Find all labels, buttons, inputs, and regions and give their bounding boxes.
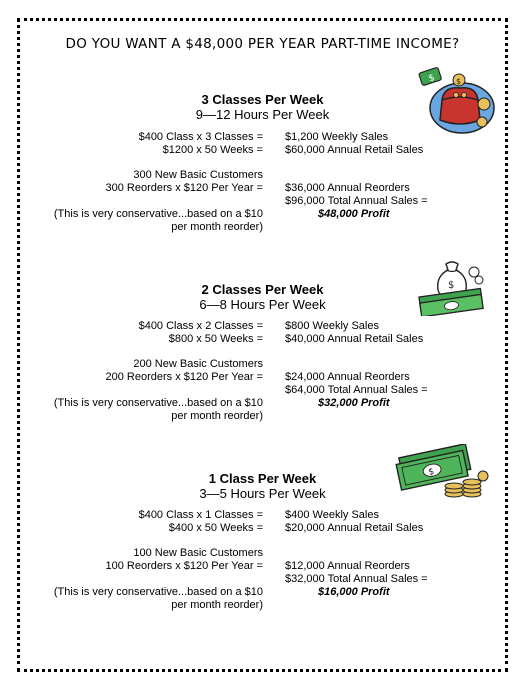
money-bag-icon [416,258,498,316]
calc-right-2: $40,000 Annual Retail Sales [285,333,424,345]
customers-line: 200 New Basic Customers [133,358,263,370]
calc-right-1: $1,200 Weekly Sales [285,131,389,143]
calc-right-2: $20,000 Annual Retail Sales [285,522,424,534]
note-line-2: per month reorder) [171,221,263,233]
customers-line: 100 New Basic Customers [133,547,263,559]
profit-value: $32,000 Profit [318,397,390,409]
total-sales: $32,000 Total Annual Sales = [285,573,428,585]
section-title: 2 Classes Per Week [201,282,324,297]
svg-text:$: $ [456,77,462,86]
calc-left-2: $1200 x 50 Weeks = [162,144,263,156]
reorders-left: 200 Reorders x $120 Per Year = [105,371,263,383]
calc-left-1: $400 Class x 3 Classes = [138,131,263,143]
section-hours: 9—12 Hours Per Week [195,107,330,122]
profit-value: $48,000 Profit [318,208,390,220]
reorders-right: $36,000 Annual Reorders [285,182,410,194]
page-headline: DO YOU WANT A $48,000 PER YEAR PART-TIME INCOME? [65,36,460,52]
note-line-2: per month reorder) [171,410,263,422]
calc-left-1: $400 Class x 2 Classes = [138,320,263,332]
calc-right-1: $400 Weekly Sales [285,509,379,521]
note-line-2: per month reorder) [171,599,263,611]
svg-text:$: $ [448,280,455,291]
customers-line: 300 New Basic Customers [133,169,263,181]
section-title: 1 Class Per Week [208,471,317,486]
reorders-left: 300 Reorders x $120 Per Year = [105,182,263,194]
calc-right-1: $800 Weekly Sales [285,320,379,332]
section-title: 3 Classes Per Week [201,92,324,107]
svg-text:$: $ [427,466,436,478]
svg-text:$: $ [427,72,437,85]
reorders-left: 100 Reorders x $120 Per Year = [105,560,263,572]
calc-left-2: $400 x 50 Weeks = [168,522,263,534]
calc-left-1: $400 Class x 1 Classes = [138,509,263,521]
reorders-right: $12,000 Annual Reorders [285,560,410,572]
calc-right-2: $60,000 Annual Retail Sales [285,144,424,156]
total-sales: $64,000 Total Annual Sales = [285,384,428,396]
note-line-1: (This is very conservative...based on a $10 [53,397,263,409]
total-sales: $96,000 Total Annual Sales = [285,195,428,207]
reorders-right: $24,000 Annual Reorders [285,371,410,383]
section-hours: 3—5 Hours Per Week [199,486,326,501]
calc-left-2: $800 x 50 Weeks = [168,333,263,345]
cash-and-coins-icon [388,444,492,500]
section-hours: 6—8 Hours Per Week [199,297,326,312]
profit-value: $16,000 Profit [318,586,390,598]
money-purse-icon [414,64,496,136]
note-line-1: (This is very conservative...based on a $10 [53,208,263,220]
note-line-1: (This is very conservative...based on a $10 [53,586,263,598]
